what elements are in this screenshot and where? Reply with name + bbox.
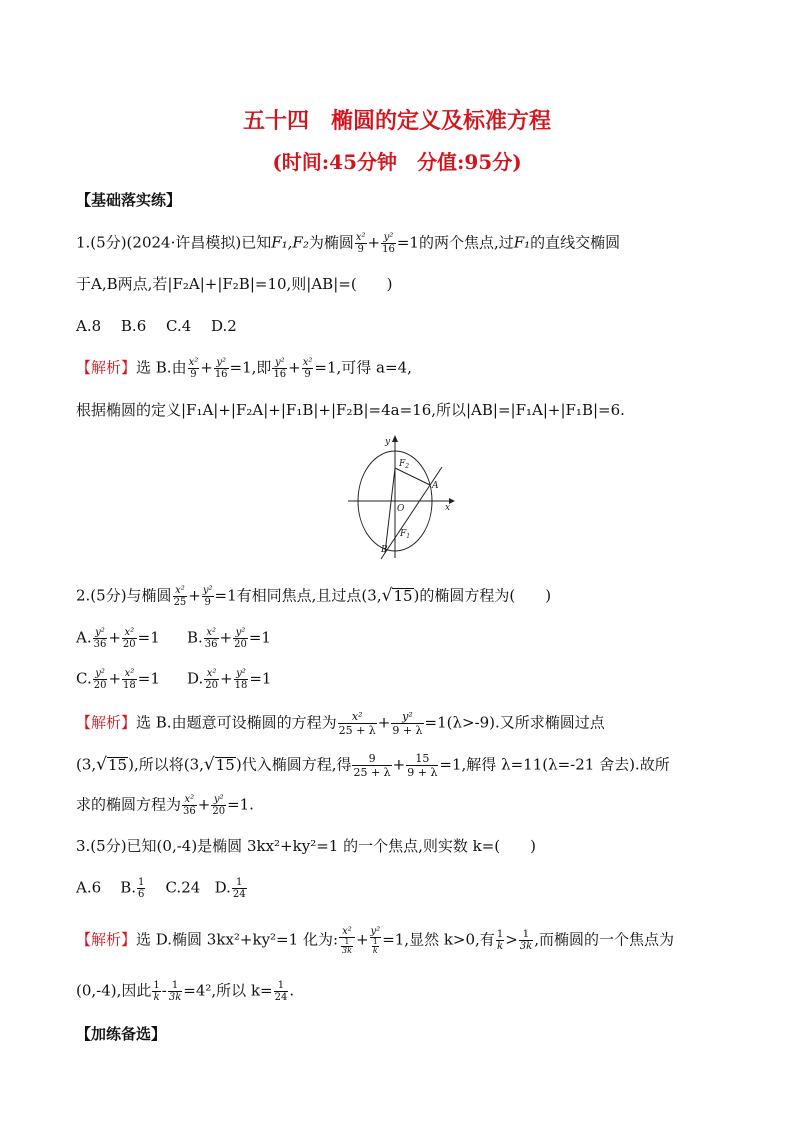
q1-line1: 1.(5分)(2024·许昌模拟)已知F₁,F₂为椭圆 $\frac{\text{x²}}{9}$ + $\frac{\text{y²}}{16}$ =1的两个焦点,过F₁的直线交椭圆 (76, 232, 621, 255)
q2-analysis1: 【解析】选 B.由题意可设椭圆的方程为 $\frac{\text{x²}}{25 + \lambda}$ + $\frac{\text{y²}}{9 + \lambda}$ =1(λ>-9).又所求椭圆过点 (76, 710, 605, 737)
frac-y2-16: $\frac{\text{y²}}{16}$ (382, 232, 395, 255)
label-a: A (432, 481, 439, 491)
section-extra: 【加练备选】 (76, 1025, 167, 1043)
q2-option-a: A. $\frac{\text{y²}}{36}$ + $\frac{\text{x²}}{20}$ =1 (76, 627, 160, 650)
label-y: y (385, 437, 391, 447)
label-f1: $F_1$ (400, 529, 411, 540)
q1-options: A.8 B.6 C.4 D.2 (76, 317, 237, 335)
q3-options: A.6 B. $\frac{1}{6}$ C.24 D. $\frac{1}{24}$ (76, 877, 246, 900)
label-f2: $F_2$ (399, 459, 410, 470)
page-title: 五十四 椭圆的定义及标准方程 (242, 108, 551, 134)
analysis-label: 【解析】 (76, 358, 137, 377)
q2-option-d: D. $\frac{\text{x²}}{20}$ + $\frac{\text{y²}}{18}$ =1 (187, 668, 272, 691)
q1-line2: 于A,B两点,若|F₂A|+|F₂B|=10,则|AB|=( ) (76, 275, 393, 293)
ellipse-figure (345, 430, 457, 560)
q2-option-c: C. $\frac{\text{y²}}{20}$ + $\frac{\text{x²}}{18}$ =1 (76, 668, 160, 691)
q3-analysis2: (0,-4),因此 $\frac{1}{k}$ - $\frac{1}{3k}$ =4²,所以 k= $\frac{1}{24}$ . (76, 980, 295, 1003)
frac-x2-9: $\frac{\text{x²}}{9}$ (355, 232, 366, 255)
q2-analysis2: (3,√15),所以将(3,√15)代入椭圆方程,得 $\frac{9}{25 + \lambda}$ + $\frac{15}{9 + \lambda}$ =1,解得 λ=11(λ=-21 舍去).故所 (76, 752, 670, 779)
section-basic: 【基础落实练】 (76, 191, 182, 209)
q2-analysis3: 求的椭圆方程为 $\frac{\text{x²}}{36}$ + $\frac{\text{y²}}{20}$ =1. (76, 794, 254, 817)
label-o: O (397, 504, 405, 514)
q1-analysis2: 根据椭圆的定义|F₁A|+|F₂A|+|F₁B|+|F₂B|=4a=16,所以|AB|=|F₁A|+|F₁B|=6. (76, 401, 625, 419)
q2-option-b: B. $\frac{\text{x²}}{36}$ + $\frac{\text{y²}}{20}$ =1 (187, 627, 271, 650)
y-axis-arrow (392, 435, 398, 442)
q2-line1: 2.(5分)与椭圆 $\frac{\text{x²}}{25}$ + $\frac{\text{y²}}{9}$ =1有相同焦点,且过点(3,√15)的椭圆方程为( ) (76, 585, 552, 608)
label-x: x (445, 503, 451, 513)
q3-line1: 3.(5分)已知(0,-4)是椭圆 3kx²+ky²=1 的一个焦点,则实数 k=( ) (76, 837, 536, 855)
page-subtitle: (时间:45分钟 分值:95分) (272, 150, 522, 174)
label-b: B (381, 545, 388, 555)
q1-analysis1: 【解析】选 B.由 $\frac{\text{x²}}{9}$ + $\frac{\text{y²}}{16}$ =1,即 $\frac{\text{y²}}{16}$ + $\frac{\text{x²}}{9}$ =1,可得 a=4, (76, 357, 412, 380)
q3-analysis1: 【解析】选 D.椭圆 3kx²+ky²=1 化为: $\frac{\text{x²}}{\frac{1}{3k}}$ + $\frac{\text{y²}}{\frac{1}{k}}$ =1,显然 k>0,有 $\frac{1}{k}$ > $\frac{1}{3k}$ ,而椭圆的一个焦点为 (76, 926, 674, 955)
